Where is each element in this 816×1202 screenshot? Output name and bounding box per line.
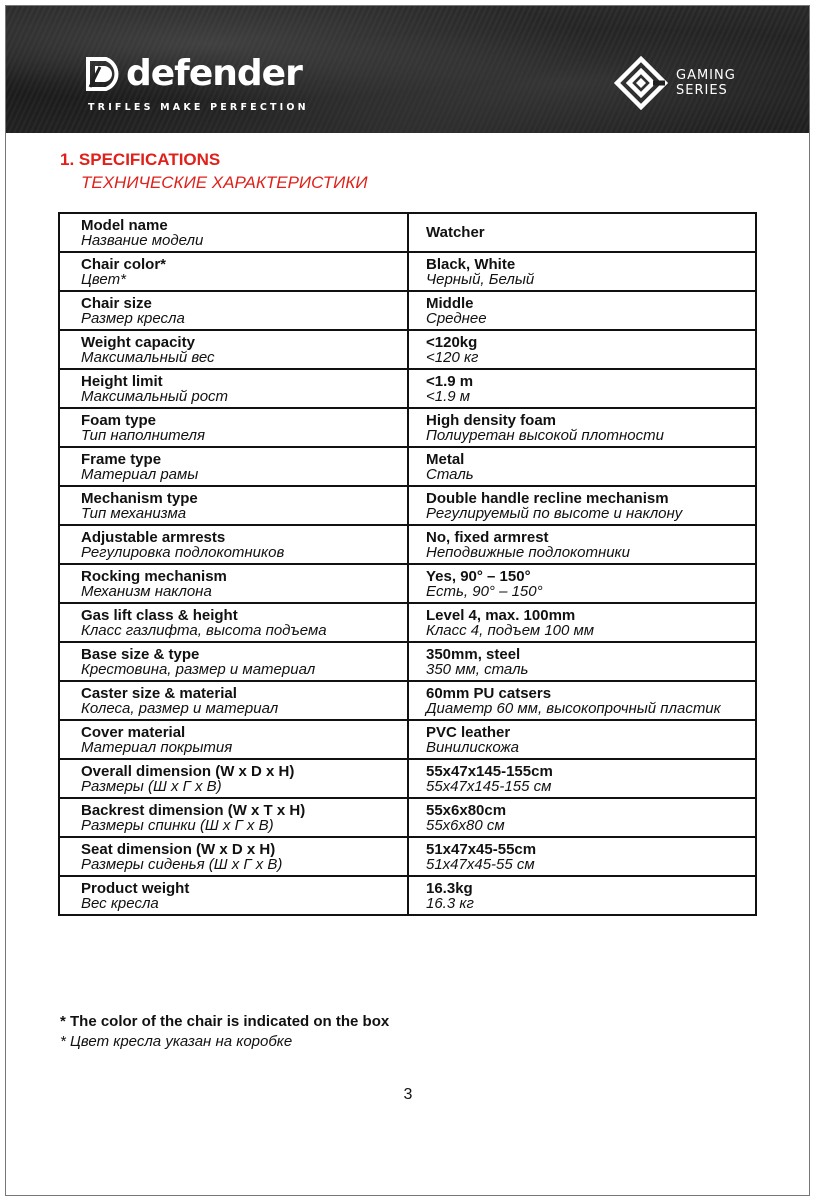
defender-d-icon [86,57,122,91]
section-subtitle: ТЕХНИЧЕСКИЕ ХАРАКТЕРИСТИКИ [81,173,368,192]
spec-value-ru: Полиуретан высокой плотности [426,426,664,444]
spec-row [59,252,756,291]
spec-value-en: No, fixed armrest [426,528,549,546]
spec-value-ru: 55x6x80 см [426,816,505,834]
spec-value-cell [408,330,756,369]
spec-value-ru: 55x47x145-155 см [426,777,552,795]
page-number: 3 [403,1086,413,1103]
footnote-en: * The color of the chair is indicated on the box [60,1013,390,1030]
spec-label-cell [59,369,408,408]
spec-row [59,330,756,369]
spec-value-ru: 51x47x45-55 см [426,855,535,873]
spec-value-cell [408,447,756,486]
spec-row [59,837,756,876]
spec-row [59,720,756,759]
spec-value-ru: <120 кг [426,348,479,366]
spec-value-en: 55x6x80cm [426,801,507,819]
spec-label-ru: Механизм наклона [81,582,212,600]
spec-row [59,369,756,408]
spec-value-cell [408,876,756,915]
spec-value-cell [408,642,756,681]
spec-label-ru: Максимальный рост [81,387,229,405]
spec-label-en: Weight capacity [81,333,195,351]
spec-label-cell [59,408,408,447]
series-label: SERIES [676,83,728,98]
spec-value-cell [408,291,756,330]
spec-label-cell [59,213,408,252]
spec-row [59,213,756,252]
spec-label-cell [59,564,408,603]
spec-value-en: Yes, 90° – 150° [426,567,531,585]
spec-label-cell [59,759,408,798]
spec-label-ru: Колеса, размер и материал [81,699,279,717]
spec-label-cell [59,798,408,837]
brand-tagline: TRIFLES MAKE PERFECTION [88,102,309,113]
spec-label-ru: Вес кресла [81,894,159,912]
spec-value-cell [408,408,756,447]
spec-label-cell [59,252,408,291]
spec-value-cell [408,798,756,837]
defender-logo [86,53,302,94]
spec-label-en: Adjustable armrests [81,528,226,546]
spec-label-ru: Материал рамы [81,465,199,483]
spec-value-cell [408,369,756,408]
gaming-series-logo [614,56,736,110]
spec-value-ru: 16.3 кг [426,894,474,912]
spec-row [59,408,756,447]
spec-value-en: Level 4, max. 100mm [426,606,576,624]
spec-value-en: <1.9 m [426,372,474,390]
spec-row [59,564,756,603]
section-title: 1. SPECIFICATIONS [60,150,221,169]
spec-row [59,759,756,798]
spec-label-ru: Цвет* [81,270,126,288]
spec-row [59,486,756,525]
spec-label-cell [59,603,408,642]
spec-value-en: <120kg [426,333,478,351]
specifications-table-body [59,213,756,915]
spec-value-cell [408,603,756,642]
spec-row [59,291,756,330]
spec-value-ru: Винилискожа [426,738,520,756]
spec-label-ru: Тип механизма [81,504,187,522]
spec-value-ru: Сталь [426,465,474,483]
spec-label-cell [59,642,408,681]
spec-value-en: Watcher [426,224,485,241]
spec-value-ru: Диаметр 60 мм, высокопрочный пластик [426,699,721,717]
spec-label-en: Model name [81,216,168,234]
spec-label-en: Foam type [81,411,157,429]
spec-label-cell [59,447,408,486]
spec-label-cell [59,837,408,876]
spec-value-en: 16.3kg [426,879,473,897]
spec-value-ru: Есть, 90° – 150° [426,582,543,600]
spec-label-en: Backrest dimension (W x T x H) [81,801,306,819]
gaming-series-icon [614,56,668,110]
spec-value-cell [408,486,756,525]
specifications-table [58,212,757,916]
spec-value-cell [408,837,756,876]
spec-value-en: Middle [426,294,474,312]
spec-label-en: Seat dimension (W x D x H) [81,840,276,858]
spec-value-ru: 350 мм, сталь [426,660,529,678]
spec-label-en: Overall dimension (W x D x H) [81,762,295,780]
spec-label-cell [59,876,408,915]
spec-row [59,603,756,642]
spec-value-ru: Черный, Белый [426,270,535,288]
spec-value-en: Black, White [426,255,516,273]
spec-value-cell [408,213,756,252]
spec-label-ru: Тип наполнителя [81,426,205,444]
spec-label-en: Chair color* [81,255,167,273]
spec-label-ru: Название модели [81,231,204,249]
spec-value-ru: Среднее [426,309,487,327]
spec-label-en: Frame type [81,450,162,468]
spec-value-en: Double handle recline mechanism [426,489,669,507]
spec-label-en: Height limit [81,372,163,390]
spec-label-en: Mechanism type [81,489,198,507]
spec-row [59,447,756,486]
header-banner [6,6,809,133]
spec-value-ru: <1.9 м [426,387,471,405]
spec-label-en: Chair size [81,294,152,312]
spec-label-ru: Размеры (Ш х Г х В) [81,777,222,795]
spec-label-cell [59,681,408,720]
spec-value-en: 51x47x45-55cm [426,840,537,858]
spec-label-ru: Класс газлифта, высота подъема [81,621,327,639]
spec-label-ru: Размеры сиденья (Ш х Г х В) [81,855,283,873]
gaming-label: GAMING [676,68,736,83]
spec-label-en: Caster size & material [81,684,237,702]
spec-value-cell [408,759,756,798]
spec-value-en: High density foam [426,411,557,429]
spec-label-en: Base size & type [81,645,200,663]
spec-label-cell [59,291,408,330]
spec-value-en: PVC leather [426,723,511,741]
spec-value-ru: Класс 4, подъем 100 мм [426,621,595,639]
spec-row [59,681,756,720]
spec-value-ru: Неподвижные подлокотники [426,543,630,561]
spec-label-en: Rocking mechanism [81,567,227,585]
spec-label-ru: Материал покрытия [81,738,233,756]
spec-label-ru: Размер кресла [81,309,185,327]
spec-row [59,525,756,564]
spec-value-cell [408,564,756,603]
spec-label-cell [59,720,408,759]
spec-value-en: 60mm PU catsers [426,684,552,702]
spec-row [59,798,756,837]
spec-row [59,876,756,915]
spec-value-ru: Регулируемый по высоте и наклону [426,504,683,522]
spec-label-ru: Размеры спинки (Ш х Г х В) [81,816,274,834]
spec-label-en: Cover material [81,723,186,741]
spec-label-cell [59,330,408,369]
brand-name: defender [126,53,302,94]
spec-value-cell [408,525,756,564]
spec-value-en: Metal [426,450,465,468]
spec-label-ru: Максимальный вес [81,348,215,366]
spec-label-en: Product weight [81,879,190,897]
spec-label-cell [59,486,408,525]
spec-value-en: 55x47x145-155cm [426,762,553,780]
spec-label-en: Gas lift class & height [81,606,238,624]
spec-value-cell [408,252,756,291]
spec-label-cell [59,525,408,564]
footnote-ru: * Цвет кресла указан на коробке [60,1033,293,1050]
spec-row [59,642,756,681]
spec-value-cell [408,720,756,759]
spec-label-ru: Регулировка подлокотников [81,543,285,561]
spec-value-en: 350mm, steel [426,645,521,663]
spec-label-ru: Крестовина, размер и материал [81,660,316,678]
spec-value-cell [408,681,756,720]
